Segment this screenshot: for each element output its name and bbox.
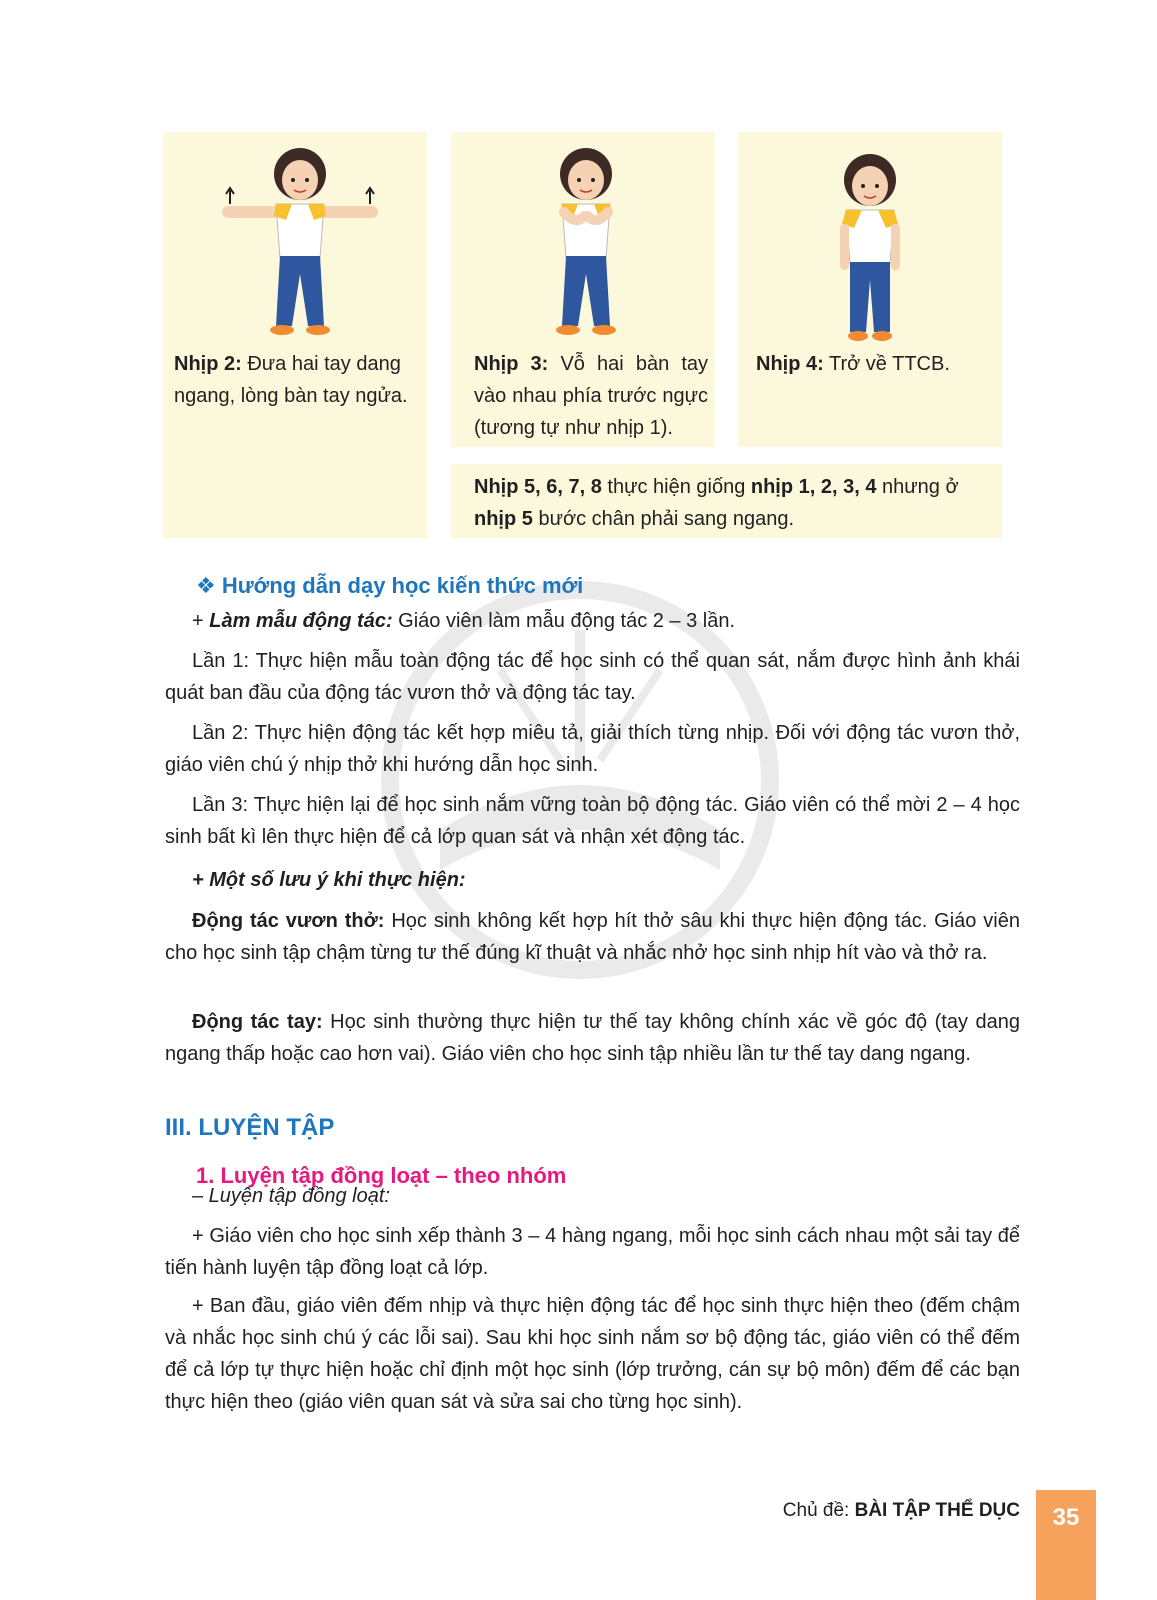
caption-text: Đưa hai tay dang ngang, lòng bàn tay ngửa. xyxy=(174,353,408,407)
note-span: thực hiện giống xyxy=(601,476,751,498)
demo-line: + Làm mẫu động tác: Giáo viên làm mẫu động tác 2 – 3 lần. xyxy=(192,610,736,632)
page-number-tab xyxy=(1036,1490,1096,1600)
section-3-heading: III. LUYỆN TẬP xyxy=(165,1114,335,1141)
caption-label: Nhịp 3: xyxy=(474,353,549,375)
figure-standing xyxy=(790,152,950,347)
note-span: bước chân phải sang ngang. xyxy=(532,508,795,530)
guide-heading xyxy=(196,573,583,599)
drill-paragraph-2: + Ban đầu, giáo viên đếm nhịp và thực hiện động tác để học sinh thực hiện theo (đếm chậm và nhắc học sinh chú ý các lỗi sai). Sau khi học sinh nắm sơ bộ động tác, giáo viên có thể đếm để cả lớp tự thực hiện hoặc chỉ định một học sinh (lớp trưởng, cán sự bộ môn) đếm để các bạn thực hiện theo (giáo viên quan sát và sửa sai cho từng học sinh). xyxy=(165,1295,1020,1413)
diamond-bullet-icon: ❖ xyxy=(196,573,216,598)
breath-paragraph xyxy=(165,905,1020,969)
lan-1-paragraph: Lần 1: Thực hiện mẫu toàn động tác để học sinh có thể quan sát, nắm được hình ảnh khái quát ban đầu của động tác vươn thở và động tác tay. xyxy=(165,650,1020,704)
note-span: nhưng ở xyxy=(876,476,959,498)
subsection-1-heading: 1. Luyện tập đồng loạt – theo nhóm xyxy=(196,1163,567,1188)
drill-paragraph-1: + Giáo viên cho học sinh xếp thành 3 – 4 hàng ngang, mỗi học sinh cách nhau một sải tay để tiến hành luyện tập đồng loạt cả lớp. xyxy=(165,1225,1020,1279)
breath-text: Học sinh không kết hợp hít thở sâu khi thực hiện động tác. Giáo viên cho học sinh tập chậm từng tư thế đúng kĩ thuật và nhắc nhở học sinh nhịp hít vào và thở ra. xyxy=(165,910,1020,964)
breath-label: Động tác vươn thở: xyxy=(192,910,385,932)
note-bold: nhịp 5 xyxy=(474,508,533,530)
caption-text: Vỗ hai bàn tay vào nhau phía trước ngực (tương tự như nhịp 1). xyxy=(474,353,709,439)
guide-heading-text: Hướng dẫn dạy học kiến thức mới xyxy=(221,573,584,598)
caption-nhip-3 xyxy=(474,348,708,444)
caption-nhip-2 xyxy=(174,348,418,412)
footer-topic xyxy=(700,1500,1020,1522)
caption-label: Nhịp 2: xyxy=(174,353,242,375)
note-bold: Nhịp 5, 6, 7, 8 xyxy=(474,476,602,498)
footer-topic-text: BÀI TẬP THỂ DỤC xyxy=(854,1500,1020,1521)
lan-3-paragraph: Lần 3: Thực hiện lại để học sinh nắm vững toàn bộ động tác. Giáo viên có thể mời 2 – 4 học sinh bất kì lên thực hiện để cả lớp quan sát và nhận xét động tác. xyxy=(165,794,1020,848)
drill-line: – Luyện tập đồng loạt: xyxy=(192,1185,390,1207)
notes-heading: + Một số lưu ý khi thực hiện: xyxy=(192,869,466,891)
arm-text: Học sinh thường thực hiện tư thế tay không chính xác về góc độ (tay dang ngang thấp hoặc cao hơn vai). Giáo viên cho học sinh tập nhiều lần tư thế tay dang ngang. xyxy=(165,1011,1020,1065)
caption-nhip-4 xyxy=(756,348,992,380)
arm-paragraph xyxy=(165,1006,1020,1070)
caption-label: Nhịp 4: xyxy=(756,353,824,375)
note-bold: nhịp 1, 2, 3, 4 xyxy=(750,476,877,498)
demo-text: Giáo viên làm mẫu động tác 2 – 3 lần. xyxy=(392,610,736,632)
lan-2-paragraph: Lần 2: Thực hiện động tác kết hợp miêu tả, giải thích từng nhịp. Đối với động tác vươn thở, giáo viên chú ý nhịp thở khi hướng dẫn học sinh. xyxy=(165,722,1020,776)
caption-text: Trở về TTCB. xyxy=(828,353,950,375)
footer-prefix: Chủ đề: xyxy=(782,1500,855,1521)
figure-arms-horizontal xyxy=(220,146,380,341)
page-number: 35 xyxy=(1052,1504,1080,1531)
demo-label: Làm mẫu động tác: xyxy=(209,610,393,632)
arm-label: Động tác tay: xyxy=(192,1011,323,1033)
note-text xyxy=(474,471,994,535)
figure-clap-chest xyxy=(506,146,666,341)
